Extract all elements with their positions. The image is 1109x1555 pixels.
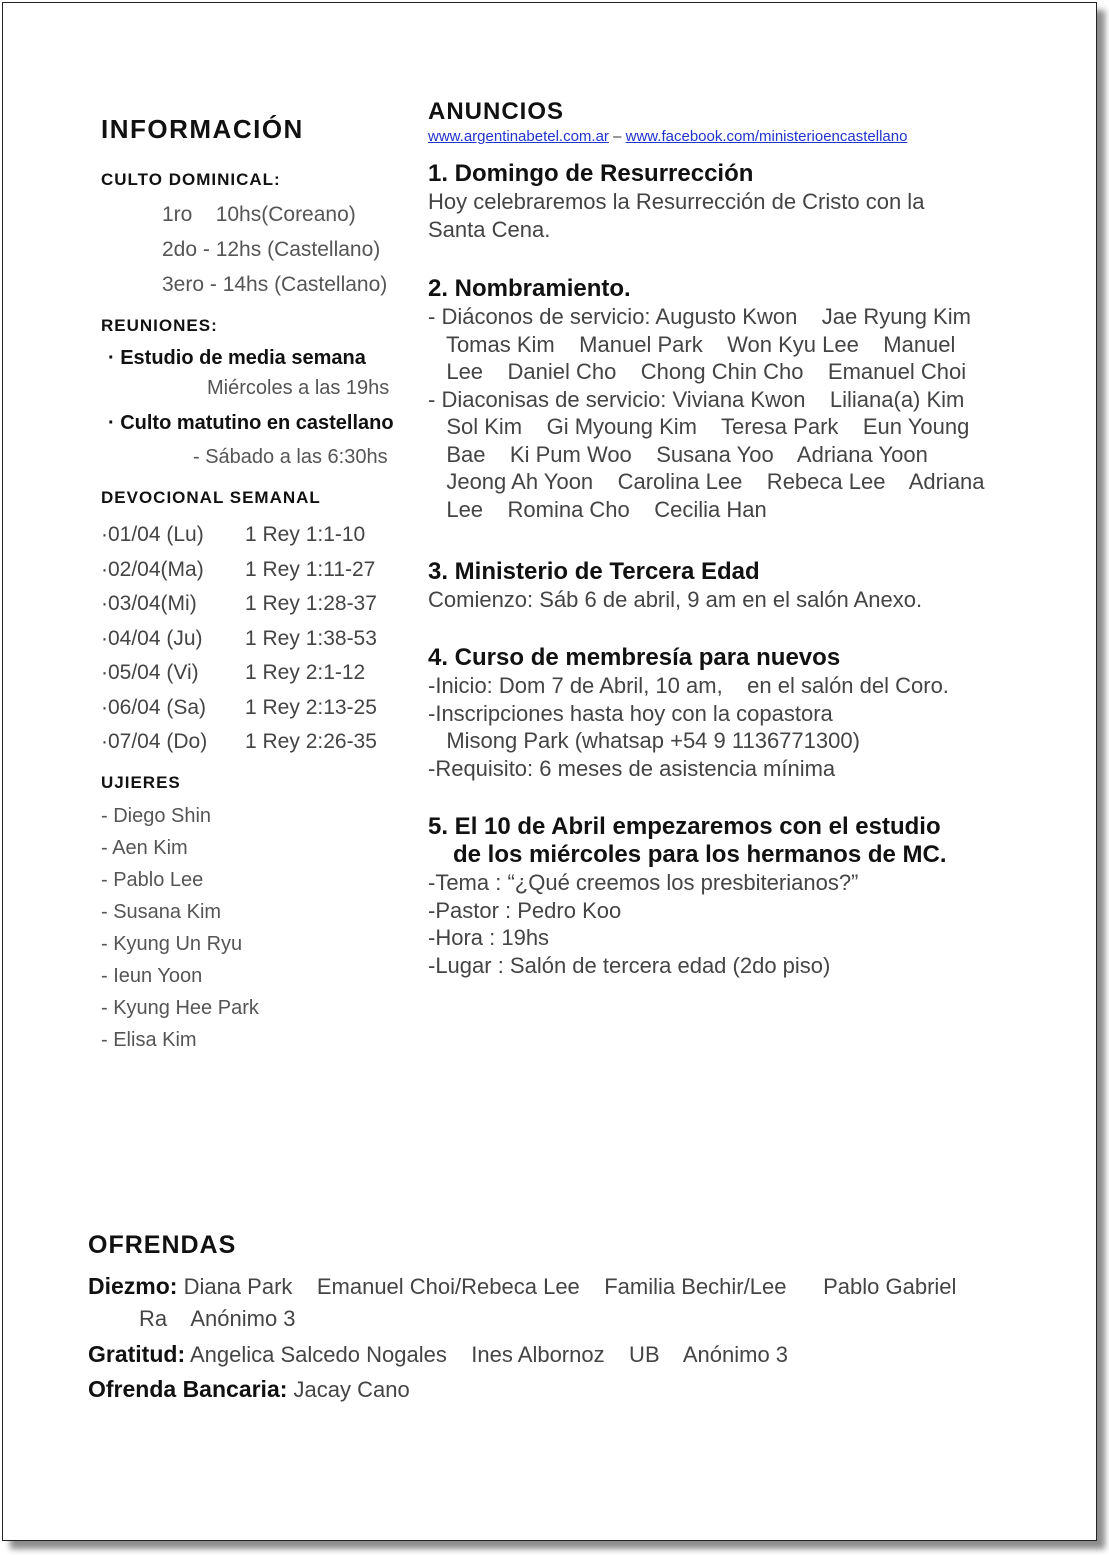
ofrendas-title: OFRENDAS [88,1231,237,1259]
devocional-date: ·06/04 (Sa) [101,695,207,719]
anuncio-line: Lee Daniel Cho Chong Chin Cho Emanuel Choi [428,359,967,384]
devocional-ref: 1 Rey 2:1-12 [245,661,366,685]
diezmo-names-cont: Ra Anónimo 3 [139,1306,296,1331]
anuncio-title: 1. Domingo de Resurrección [428,160,754,187]
devocional-row [101,553,377,588]
facebook-link[interactable]: www.facebook.com/ministerioencastellano [625,128,908,145]
ujier-item: - Ieun Yoon [101,965,203,987]
devocional-row [101,691,377,726]
devocional-ref: 1 Rey 2:13-25 [245,695,377,719]
diezmo-line [88,1273,956,1300]
anuncio-line: -Inscripciones hasta hoy con la copastora [428,700,833,726]
devocional-date: ·05/04 (Vi) [101,661,199,685]
anuncio-line: Jeong Ah Yoon Carolina Lee Rebeca Lee Adriana [428,469,985,494]
anuncio-2 [428,275,1048,523]
anuncio-line: -Pastor : Pedro Koo [428,897,622,923]
ujier-item: - Kyung Hee Park [101,997,259,1019]
devocional-date: ·01/04 (Lu) [101,523,204,547]
anuncios-links [428,128,907,146]
link-separator: – [608,128,626,145]
devocional-ref: 1 Rey 1:1-10 [245,523,366,547]
anuncio-line: Sol Kim Gi Myoung Kim Teresa Park Eun Young [428,414,970,439]
reunion-1-detail: Miércoles a las 19hs [207,377,390,399]
ujier-item: - Kyung Un Ryu [101,933,243,955]
ujier-item: - Elisa Kim [101,1029,197,1051]
devocional-row [101,725,377,760]
anuncio-title: 5. El 10 de Abril empezaremos con el estudio [428,813,941,840]
anuncios-title: ANUNCIOS [428,98,565,125]
website-link[interactable]: www.argentinabetel.com.ar [428,128,609,145]
gratitud-label: Gratitud: [88,1341,186,1367]
anuncio-line: -Hora : 19hs [428,925,550,950]
anuncio-line: Tomas Kim Manuel Park Won Kyu Lee Manuel [428,331,956,357]
ujier-item: - Susana Kim [101,901,222,923]
anuncio-line: Misong Park (whatsap +54 9 1136771300) [428,728,860,753]
info-title: INFORMACIÓN [101,114,304,144]
culto-item-2: 2do - 12hs (Castellano) [162,238,381,261]
ujieres-heading: UJIERES [101,773,181,792]
reunion-2-detail: - Sábado a las 6:30hs [193,446,388,468]
anuncio-line: -Lugar : Salón de tercera edad (2do piso) [428,952,831,978]
anuncio-5 [428,813,1048,979]
bancaria-names: Jacay Cano [287,1377,410,1402]
anuncio-line: Lee Romina Cho Cecilia Han [428,496,767,522]
devocional-row [101,518,377,553]
ujier-item: - Pablo Lee [101,869,204,891]
devocional-date: ·04/04 (Ju) [101,626,203,650]
reunion-1-title: · Estudio de media semana [108,347,366,369]
devocional-heading: DEVOCIONAL SEMANAL [101,488,321,507]
bancaria-line [88,1376,410,1403]
devocional-ref: 1 Rey 1:28-37 [245,592,377,616]
bancaria-label: Ofrenda Bancaria: [88,1376,288,1402]
diezmo-label: Diezmo: [88,1273,178,1299]
ujieres-list [101,800,259,1056]
culto-item-3: 3ero - 14hs (Castellano) [162,273,388,296]
anuncio-line: -Tema : “¿Qué creemos los presbiterianos?” [428,870,859,895]
devocional-row [101,656,377,691]
reuniones-heading: REUNIONES: [101,316,218,335]
anuncio-line: -Inicio: Dom 7 de Abril, 10 am, en el salón del Coro. [428,673,949,698]
anuncio-line: - Diaconisas de servicio: Viviana Kwon Liliana(a) Kim [428,386,965,412]
gratitud-names: Angelica Salcedo Nogales Ines Albornoz UB Anónimo 3 [185,1342,789,1367]
culto-heading: CULTO DOMINICAL: [101,170,281,189]
devocional-ref: 1 Rey 2:26-35 [245,730,377,754]
anuncio-line: -Requisito: 6 meses de asistencia mínima [428,755,836,781]
devocional-row [101,622,377,657]
reunion-2-title: · Culto matutino en castellano [108,412,394,434]
devocional-date: ·07/04 (Do) [101,730,208,754]
anuncio-title: 4. Curso de membresía para nuevos [428,644,841,671]
diezmo-names: Diana Park Emanuel Choi/Rebeca Lee Familia Bechir/Lee Pablo Gabriel [177,1274,957,1299]
anuncio-line: Hoy celebraremos la Resurrección de Cristo con la [428,189,925,214]
anuncio-line: Santa Cena. [428,216,551,242]
devocional-date: ·03/04(Mi) [101,592,197,616]
anuncio-title-cont: de los miércoles para los hermanos de MC. [453,841,947,868]
anuncio-1 [428,160,1048,243]
devocional-row [101,587,377,622]
anuncio-title: 3. Ministerio de Tercera Edad [428,558,760,585]
gratitud-line [88,1341,788,1368]
anuncio-line: - Diáconos de servicio: Augusto Kwon Jae Ryung Kim [428,304,971,329]
devocional-ref: 1 Rey 1:11-27 [245,557,376,581]
devocional-ref: 1 Rey 1:38-53 [245,626,377,650]
anuncio-4 [428,644,1048,782]
devocional-date: ·02/04(Ma) [101,557,204,581]
anuncio-line: Bae Ki Pum Woo Susana Yoo Adriana Yoon [428,441,928,467]
devocional-list [101,518,377,760]
anuncio-title: 2. Nombramiento. [428,275,631,302]
anuncio-line: Comienzo: Sáb 6 de abril, 9 am en el salón Anexo. [428,587,923,612]
ujier-item: - Aen Kim [101,837,188,859]
culto-item-1: 1ro 10hs(Coreano) [162,203,356,226]
ujier-item: - Diego Shin [101,805,212,827]
anuncio-3 [428,558,1048,614]
